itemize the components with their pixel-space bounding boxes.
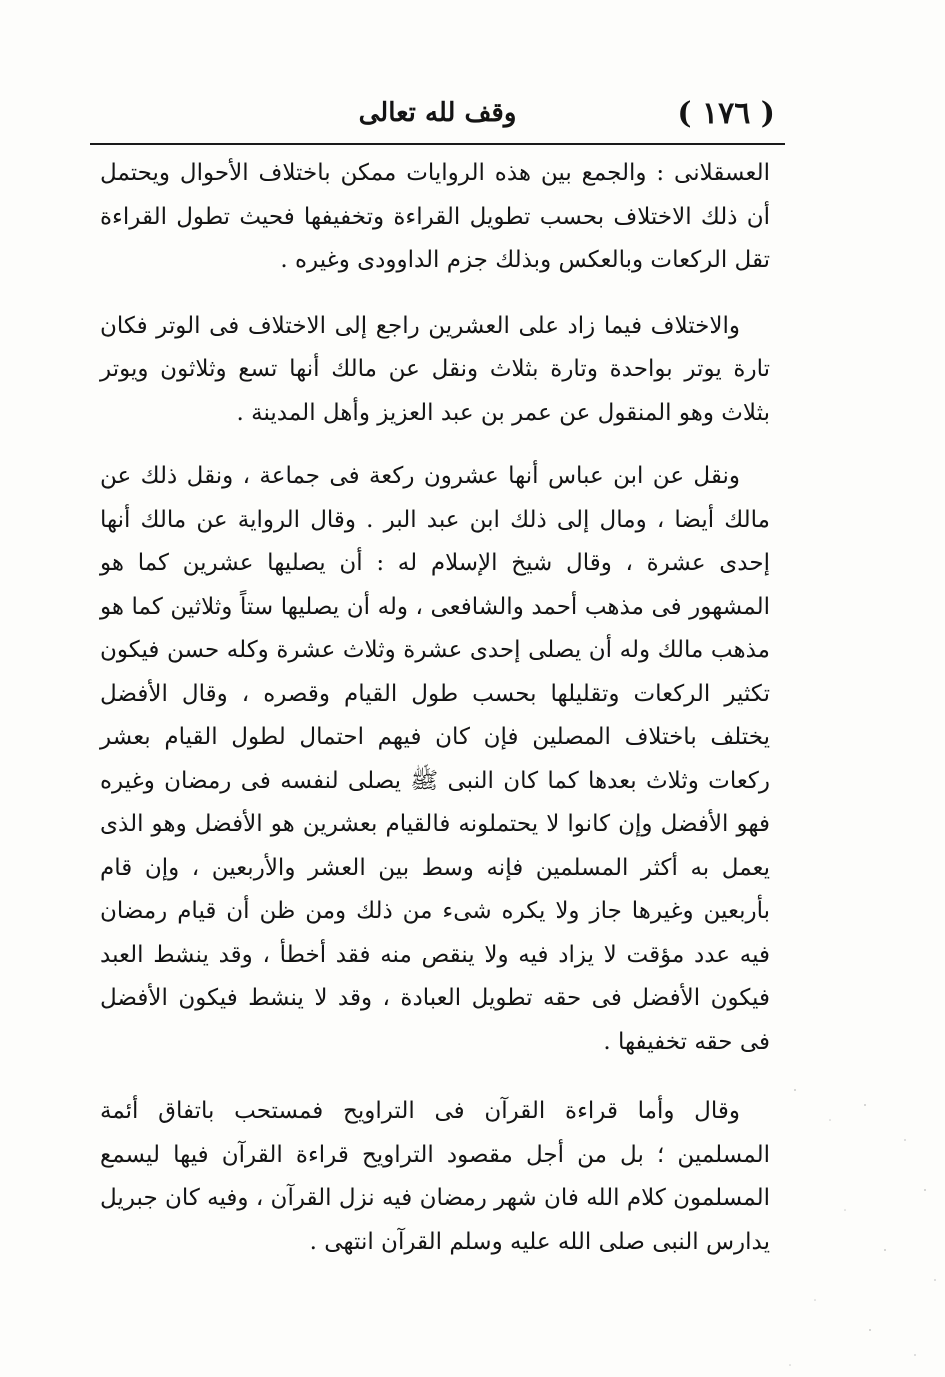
running-title: وقف لله تعالى [358,98,517,128]
paragraph-1: العسقلانى : والجمع بين هذه الروايات ممكن باختلاف الأحوال ويحتمل أن ذلك الاختلاف بحسب تطويل القراءة وتخفيفها فحيث تطول القراءة تقل الركعات وبالعكس وبذلك جزم الداوودى وغيره . [100,160,770,273]
paragraph-3: ونقل عن ابن عباس أنها عشرون ركعة فى جماعة ، ونقل ذلك عن مالك أيضا ، ومال إلى ذلك ابن عبد البر . وقال الرواية عن مالك أنها إحدى عشرة ، وقال شيخ الإسلام له : أن يصليها عشرين كما هو المشهور فى مذهب أحمد والشافعى ، وله أن يصليها ستاً وثلاثين كما هو مذهب مالك وله أن يصلى إحدى عشرة وثلاث عشرة وكله حسن فيكون تكثير الركعات وتقليلها بحسب طول القيام وقصره ، وقال الأفضل يختلف باختلاف المصلين فإن كان فيهم احتمال لطول القيام بعشر ركعات وثلاث بعدها كما كان النبى ﷺ يصلى لنفسه فى رمضان وغيره فهو الأفضل وإن كانوا لا يحتملونه فالقيام بعشرين هو الأفضل وهو الذى يعمل به أكثر المسلمين فإنه وسط بين العشر والأربعين ، وإن قام بأربعين وغيرها جاز ولا يكره شىء من ذلك ومن ظن أن قيام رمضان فيه عدد مؤقت لا يزاد فيه ولا ينقص منه فقد أخطأ ، وقد ينشط العبد فيكون الأفضل فى حقه تطويل العبادة ، وقد لا ينشط فيكون الأفضل فى حقه تخفيفها . [100,463,770,1055]
paragraph-2: والاختلاف فيما زاد على العشرين راجع إلى الاختلاف فى الوتر فكان تارة يوتر بواحدة وتارة بثلاث ونقل عن مالك أنها تسع وثلاثون ويوتر بثلاث وهو المنقول عن عمر بن عبد العزيز وأهل المدينة . [100,312,770,426]
page-header [90,92,785,142]
header-rule [90,143,785,145]
body-text [100,152,770,1264]
paragraph-4: وقال وأما قراءة القرآن فى التراويح فمستحب باتفاق أئمة المسلمين ؛ بل من أجل مقصود التراويح قراءة القرآن فيها ليسمع المسلمون كلام الله فان شهر رمضان فيه نزل القرآن ، وفيه كان جبريل يدارس النبى صلى الله عليه وسلم القرآن انتهى . [100,1098,770,1255]
scan-noise [775,1080,945,1377]
page-number: ( ١٧٦ ) [677,96,775,131]
